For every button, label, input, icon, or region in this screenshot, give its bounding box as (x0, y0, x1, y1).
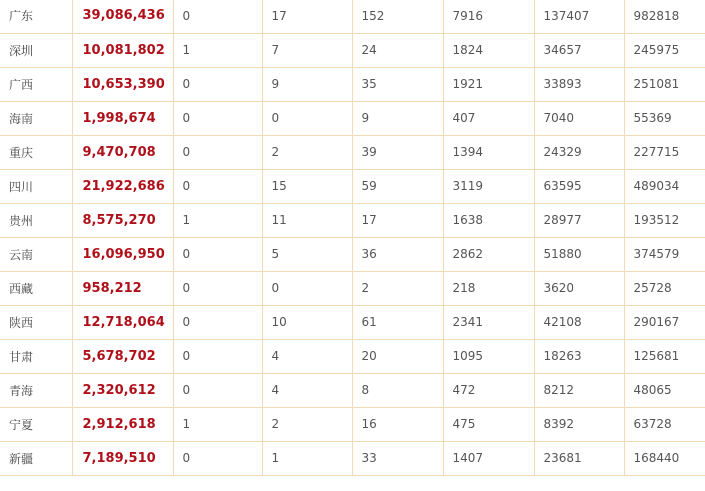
count-cell-4: 1921 (443, 67, 534, 101)
region-name-cell: 青海 (0, 373, 72, 407)
count-cell-1: 0 (173, 67, 262, 101)
count-cell-2: 10 (262, 305, 352, 339)
count-cell-2: 0 (262, 271, 352, 305)
table-row (0, 169, 705, 203)
count-cell-6: 63728 (624, 407, 705, 441)
count-cell-1: 0 (173, 441, 262, 475)
count-cell-5: 8212 (534, 373, 624, 407)
region-name-cell: 广东 (0, 0, 72, 33)
count-cell-5: 137407 (534, 0, 624, 33)
total-value-cell: 16,096,950 (72, 237, 173, 271)
count-cell-3: 24 (352, 33, 443, 67)
table-row (0, 305, 705, 339)
count-cell-1: 1 (173, 33, 262, 67)
count-cell-6: 251081 (624, 67, 705, 101)
total-value-cell: 21,922,686 (72, 169, 173, 203)
count-cell-4: 2862 (443, 237, 534, 271)
count-cell-3: 33 (352, 441, 443, 475)
count-cell-2: 7 (262, 33, 352, 67)
total-value-cell: 958,212 (72, 271, 173, 305)
count-cell-5: 8392 (534, 407, 624, 441)
count-cell-6: 125681 (624, 339, 705, 373)
count-cell-6: 227715 (624, 135, 705, 169)
count-cell-6: 25728 (624, 271, 705, 305)
total-value-cell: 8,575,270 (72, 203, 173, 237)
count-cell-5: 3620 (534, 271, 624, 305)
count-cell-3: 17 (352, 203, 443, 237)
count-cell-6: 245975 (624, 33, 705, 67)
count-cell-6: 290167 (624, 305, 705, 339)
count-cell-4: 218 (443, 271, 534, 305)
count-cell-2: 2 (262, 407, 352, 441)
region-name-cell: 新疆 (0, 441, 72, 475)
count-cell-4: 2341 (443, 305, 534, 339)
table-row (0, 271, 705, 305)
count-cell-1: 1 (173, 203, 262, 237)
count-cell-3: 20 (352, 339, 443, 373)
count-cell-2: 1 (262, 441, 352, 475)
count-cell-1: 0 (173, 305, 262, 339)
count-cell-6: 982818 (624, 0, 705, 33)
count-cell-2: 4 (262, 373, 352, 407)
count-cell-1: 0 (173, 237, 262, 271)
count-cell-5: 33893 (534, 67, 624, 101)
count-cell-3: 9 (352, 101, 443, 135)
table-row (0, 237, 705, 271)
region-name-cell: 广西 (0, 67, 72, 101)
count-cell-3: 35 (352, 67, 443, 101)
count-cell-4: 1638 (443, 203, 534, 237)
count-cell-6: 168440 (624, 441, 705, 475)
region-name-cell: 海南 (0, 101, 72, 135)
count-cell-1: 0 (173, 373, 262, 407)
count-cell-1: 0 (173, 339, 262, 373)
region-name-cell: 西藏 (0, 271, 72, 305)
count-cell-1: 0 (173, 169, 262, 203)
table-row (0, 407, 705, 441)
count-cell-3: 152 (352, 0, 443, 33)
count-cell-2: 0 (262, 101, 352, 135)
count-cell-2: 9 (262, 67, 352, 101)
table-row (0, 33, 705, 67)
total-value-cell: 12,718,064 (72, 305, 173, 339)
count-cell-2: 5 (262, 237, 352, 271)
count-cell-5: 51880 (534, 237, 624, 271)
total-value-cell: 10,081,802 (72, 33, 173, 67)
region-name-cell: 云南 (0, 237, 72, 271)
region-name-cell: 深圳 (0, 33, 72, 67)
table-row (0, 373, 705, 407)
count-cell-4: 7916 (443, 0, 534, 33)
table-row (0, 0, 705, 33)
count-cell-2: 2 (262, 135, 352, 169)
count-cell-1: 0 (173, 271, 262, 305)
count-cell-3: 36 (352, 237, 443, 271)
count-cell-2: 11 (262, 203, 352, 237)
count-cell-4: 475 (443, 407, 534, 441)
table-row (0, 101, 705, 135)
count-cell-3: 2 (352, 271, 443, 305)
region-name-cell: 宁夏 (0, 407, 72, 441)
count-cell-6: 48065 (624, 373, 705, 407)
count-cell-2: 17 (262, 0, 352, 33)
count-cell-1: 0 (173, 0, 262, 33)
count-cell-5: 28977 (534, 203, 624, 237)
count-cell-3: 39 (352, 135, 443, 169)
table-row (0, 339, 705, 373)
total-value-cell: 7,189,510 (72, 441, 173, 475)
count-cell-4: 1824 (443, 33, 534, 67)
count-cell-1: 0 (173, 135, 262, 169)
total-value-cell: 1,998,674 (72, 101, 173, 135)
count-cell-4: 1407 (443, 441, 534, 475)
total-value-cell: 9,470,708 (72, 135, 173, 169)
count-cell-3: 8 (352, 373, 443, 407)
count-cell-4: 1095 (443, 339, 534, 373)
count-cell-2: 4 (262, 339, 352, 373)
count-cell-4: 472 (443, 373, 534, 407)
count-cell-1: 1 (173, 407, 262, 441)
count-cell-1: 0 (173, 101, 262, 135)
total-value-cell: 10,653,390 (72, 67, 173, 101)
count-cell-5: 23681 (534, 441, 624, 475)
count-cell-3: 16 (352, 407, 443, 441)
table-row (0, 441, 705, 475)
count-cell-3: 59 (352, 169, 443, 203)
total-value-cell: 2,320,612 (72, 373, 173, 407)
total-value-cell: 39,086,436 (72, 0, 173, 33)
count-cell-4: 1394 (443, 135, 534, 169)
count-cell-4: 3119 (443, 169, 534, 203)
region-name-cell: 甘肃 (0, 339, 72, 373)
count-cell-5: 24329 (534, 135, 624, 169)
count-cell-2: 15 (262, 169, 352, 203)
count-cell-5: 7040 (534, 101, 624, 135)
region-name-cell: 四川 (0, 169, 72, 203)
count-cell-4: 407 (443, 101, 534, 135)
count-cell-3: 61 (352, 305, 443, 339)
region-name-cell: 贵州 (0, 203, 72, 237)
table-row (0, 203, 705, 237)
count-cell-6: 489034 (624, 169, 705, 203)
table-row (0, 67, 705, 101)
region-name-cell: 重庆 (0, 135, 72, 169)
count-cell-5: 34657 (534, 33, 624, 67)
count-cell-6: 55369 (624, 101, 705, 135)
table-row (0, 135, 705, 169)
count-cell-5: 63595 (534, 169, 624, 203)
count-cell-6: 374579 (624, 237, 705, 271)
count-cell-5: 42108 (534, 305, 624, 339)
region-name-cell: 陕西 (0, 305, 72, 339)
count-cell-5: 18263 (534, 339, 624, 373)
total-value-cell: 5,678,702 (72, 339, 173, 373)
count-cell-6: 193512 (624, 203, 705, 237)
total-value-cell: 2,912,618 (72, 407, 173, 441)
